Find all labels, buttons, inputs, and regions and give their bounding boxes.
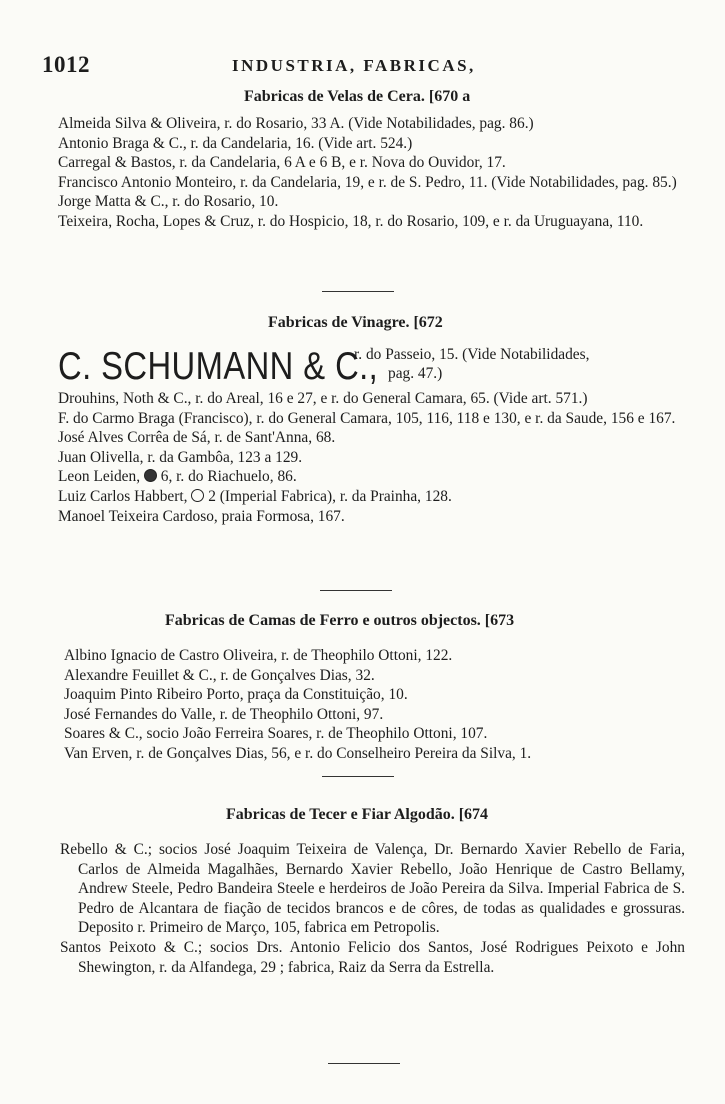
seal-icon [191,489,204,502]
featured-name: C. SCHUMANN & C., [58,345,379,388]
section-list-camas [64,646,684,764]
list-item [58,467,682,487]
list-item: José Alves Corrêa de Sá, r. de Sant'Anna, 68. [58,429,336,447]
entry-name: Luiz Carlos Habbert, [58,487,192,505]
list-item: Juan Olivella, r. da Gambôa, 123 a 129. [58,448,303,466]
section-list-vinagre [58,389,682,526]
entry-name: Leon Leiden, [58,468,144,486]
list-item: Manoel Teixeira Cardoso, praia Formosa, 167. [58,507,345,525]
list-item: Francisco Antonio Monteiro, r. da Candelaria, 19, e r. de S. Pedro, 11. (Vide Notabilidades, pag. 85.) [58,173,677,191]
list-item: Carregal & Bastos, r. da Candelaria, 6 A e 6 B, e r. Nova do Ouvidor, 17. [58,154,506,172]
list-item: F. do Carmo Braga (Francisco), r. do General Camara, 105, 116, 118 e 130, e r. da Saude, 156 e 167. [58,409,676,427]
section-divider [322,291,394,292]
section-divider [320,590,392,591]
running-header [0,52,725,78]
entry-address: 2 (Imperial Fabrica), r. da Prainha, 128. [204,487,452,505]
list-item: Teixeira, Rocha, Lopes & Cruz, r. do Hospicio, 18, r. do Rosario, 109, e r. da Uruguayana, 110. [58,212,644,230]
list-item: Albino Ignacio de Castro Oliveira, r. de Theophilo Ottoni, 122. [64,647,453,664]
list-item: Antonio Braga & C., r. da Candelaria, 16. (Vide art. 524.) [58,134,413,152]
list-item: José Fernandes do Valle, r. de Theophilo Ottoni, 97. [64,705,384,723]
section-heading-algodao: Fabricas de Tecer e Fiar Algodão. [674 [226,806,489,823]
medal-icon [144,469,157,482]
list-item: Santos Peixoto & C.; socios Drs. Antonio Felicio dos Santos, José Rodrigues Peixoto e John Shewington, r. da Alfandega, 29 ; fabrica, Raiz da Serra da Estrella. [60,938,685,976]
section-heading-camas: Fabricas de Camas de Ferro e outros objectos. [673 [165,612,515,629]
list-item: Alexandre Feuillet & C., r. de Gonçalves Dias, 32. [64,666,375,684]
section-divider [322,776,394,777]
list-item: Joaquim Pinto Ribeiro Porto, praça da Constituição, 10. [64,686,408,704]
featured-address: r. do Passeio, 15. (Vide Notabilidades, [354,346,590,363]
section-heading-velas: Fabricas de Velas de Cera. [670 a [244,88,471,105]
list-item: Almeida Silva & Oliveira, r. do Rosario, 33 A. (Vide Notabilidades, pag. 86.) [58,115,534,132]
section-list-velas [58,114,682,232]
section-heading-vinagre: Fabricas de Vinagre. [672 [268,314,443,331]
list-item: Rebello & C.; socios José Joaquim Teixeira de Valença, Dr. Bernardo Xavier Rebello de Faria, Carlos de Almeida Magalhães, Bernardo Xavier Rebello, João Henrique de Castro Bellamy, Andrew Steele, Pedro Bandeira Steele e herdeiros de João Pereira da Silva. Imperial Fabrica de S. Pedro de Alcantara de fiação de tecidos brancos e de côres, de todas as qualidades e grossuras. Deposito r. Primeiro de Março, 105, fabrica em Petropolis. [60,841,685,937]
list-item [58,487,682,507]
list-item: Jorge Matta & C., r. do Rosario, 10. [58,193,279,211]
page-number: 1012 [42,52,90,77]
entry-address: 6, r. do Riachuelo, 86. [156,468,297,486]
featured-address-cont: pag. 47.) [388,365,443,382]
section-list-algodao [60,840,685,977]
list-item: Soares & C., socio João Ferreira Soares, r. de Theophilo Ottoni, 107. [64,725,488,743]
list-item: Van Erven, r. de Gonçalves Dias, 56, e r. do Conselheiro Pereira da Silva, 1. [64,744,532,762]
list-item: Drouhins, Noth & C., r. do Areal, 16 e 27, e r. do General Camara, 65. (Vide art. 571.) [58,390,588,407]
section-divider [328,1063,400,1064]
running-title: INDUSTRIA, FABRICAS, [232,56,476,75]
